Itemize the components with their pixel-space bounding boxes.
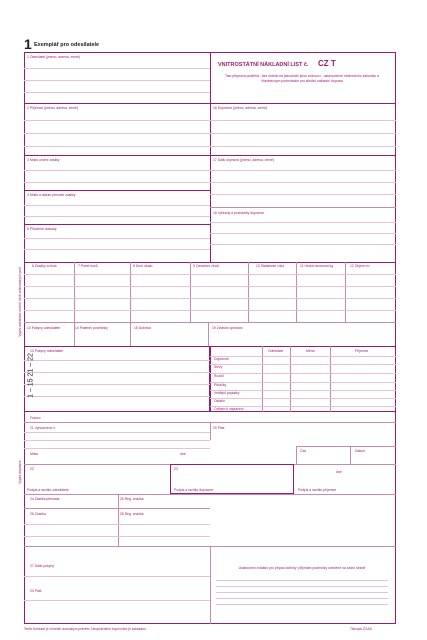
field-22-label: 22	[30, 467, 34, 471]
class-label: 13 Pokyny odesílatele	[27, 326, 61, 330]
pay-col-receiver: Příjemce	[355, 349, 369, 353]
field-26-label: 26 Značka	[30, 512, 46, 516]
field-6-label: 6 Značky a čísla	[32, 264, 57, 268]
field-20b-label: 20 Platí	[30, 589, 42, 593]
pay-row-2: Slevy	[214, 365, 223, 369]
footer-note: Tento formulář je chráněn autorským právem. Neoprávněné kopírování je zakázáno.	[24, 627, 147, 631]
adr-label: 19 Zvláštní ujednání	[212, 326, 243, 330]
field-27-label: 27 Další pokyny	[30, 564, 55, 568]
pay-col-sender: Odesílatel	[268, 349, 284, 353]
pay-col-currency: Měna	[306, 349, 315, 353]
side-numbers: 1 – 15 21 – 22	[27, 353, 35, 398]
date-label-2: Datum	[355, 449, 365, 453]
field-24-label: 24 Zásilka převzata	[30, 497, 60, 501]
title-code: CZ T	[318, 59, 336, 68]
instructions-box	[24, 346, 210, 412]
copy-label: Exemplář pro odesílatele	[34, 42, 100, 48]
sender-stamp: Podpis a razítko odesílatele	[27, 488, 69, 492]
place-label: Místo	[30, 452, 39, 456]
notice-text: Ustanovení zvláštní pro případ dobírky: přijímám podmínky uvedené na zadní straně	[238, 566, 366, 570]
pay-row-1: Dopravné	[214, 357, 229, 361]
field-25-label: 25 Reg. značka	[120, 497, 144, 501]
copy-number: 1	[24, 36, 32, 52]
title-label: VNITROSTÁTNÍ NÁKLADNÍ LIST č.	[218, 62, 309, 68]
field-17-label: 17 Další dopravci (jméno, adresa, země)	[213, 158, 275, 162]
date-label-3: dne	[336, 470, 342, 474]
date-label-1: dne	[180, 452, 186, 456]
field-20-label: 20 Platí	[213, 426, 225, 430]
receiver-stamp: Podpis a razítko příjemce	[298, 488, 337, 492]
field-10-label: 10 Statistické číslo	[256, 264, 285, 268]
side-label-top: Vyplní odesílatel včetně silně orámovaných polí	[18, 267, 22, 337]
field-21-label: 21 Vyhotoveno v	[30, 426, 56, 430]
number-label: 14 Platební podmínky	[75, 326, 108, 330]
field-23-label: 23	[174, 467, 178, 471]
field-1-label: 1 Odesílatel (jméno, adresa, země)	[27, 55, 80, 59]
time-label: Čas	[300, 449, 307, 453]
field-3-label: 3 Místo určení zásilky	[27, 158, 60, 162]
field-12-label: 12 Objem m³	[350, 264, 370, 268]
field-26-label-b: 25 Reg. značka	[120, 512, 144, 516]
letter-label: 15 Dobírka	[134, 326, 151, 330]
pay-row-3: Rozdíl	[214, 374, 224, 378]
intro-text: Tato přeprava podléhá - bez ohledu na jakoukoliv jinou smlouvu - ustanovením obchodního zákoníku a Všeobecným podmínkám pro silniční nákladní dopravu	[225, 74, 379, 83]
field-9-label: 9 Označení zboží	[193, 264, 220, 268]
instructions-label: 13 Pokyny odesílatele	[30, 349, 64, 353]
field-7-label: 7 Počet kusů	[78, 264, 98, 268]
field-11-label: 11 Hrubá hmotnost kg	[300, 264, 334, 268]
franco-label: Franco	[30, 416, 41, 420]
field-4-label: 4 Místo a datum převzetí zásilky	[27, 193, 76, 197]
footer-code: Tiskopis ČSAD	[350, 627, 373, 631]
pay-row-6: Ostatní	[214, 399, 225, 403]
field-8-label: 8 Druh obalu	[133, 264, 153, 268]
side-label-bottom: Vyplní dopravce	[18, 460, 22, 484]
field-5-label: 5 Přiložené doklady	[27, 227, 57, 231]
carrier-stamp: Podpis a razítko dopravce	[174, 488, 214, 492]
pay-row-5: Vedlejší poplatky	[214, 391, 240, 395]
pay-row-7: Celkem k zaplacení	[214, 407, 244, 411]
field-18-label: 18 Výhrady a poznámky dopravce	[213, 211, 265, 215]
field-2-label: 2 Příjemce (jméno, adresa, země)	[27, 106, 79, 110]
pay-row-4: Přirážky	[214, 383, 227, 387]
field-16-label: 16 Dopravce (jméno, adresa, země)	[213, 106, 268, 110]
